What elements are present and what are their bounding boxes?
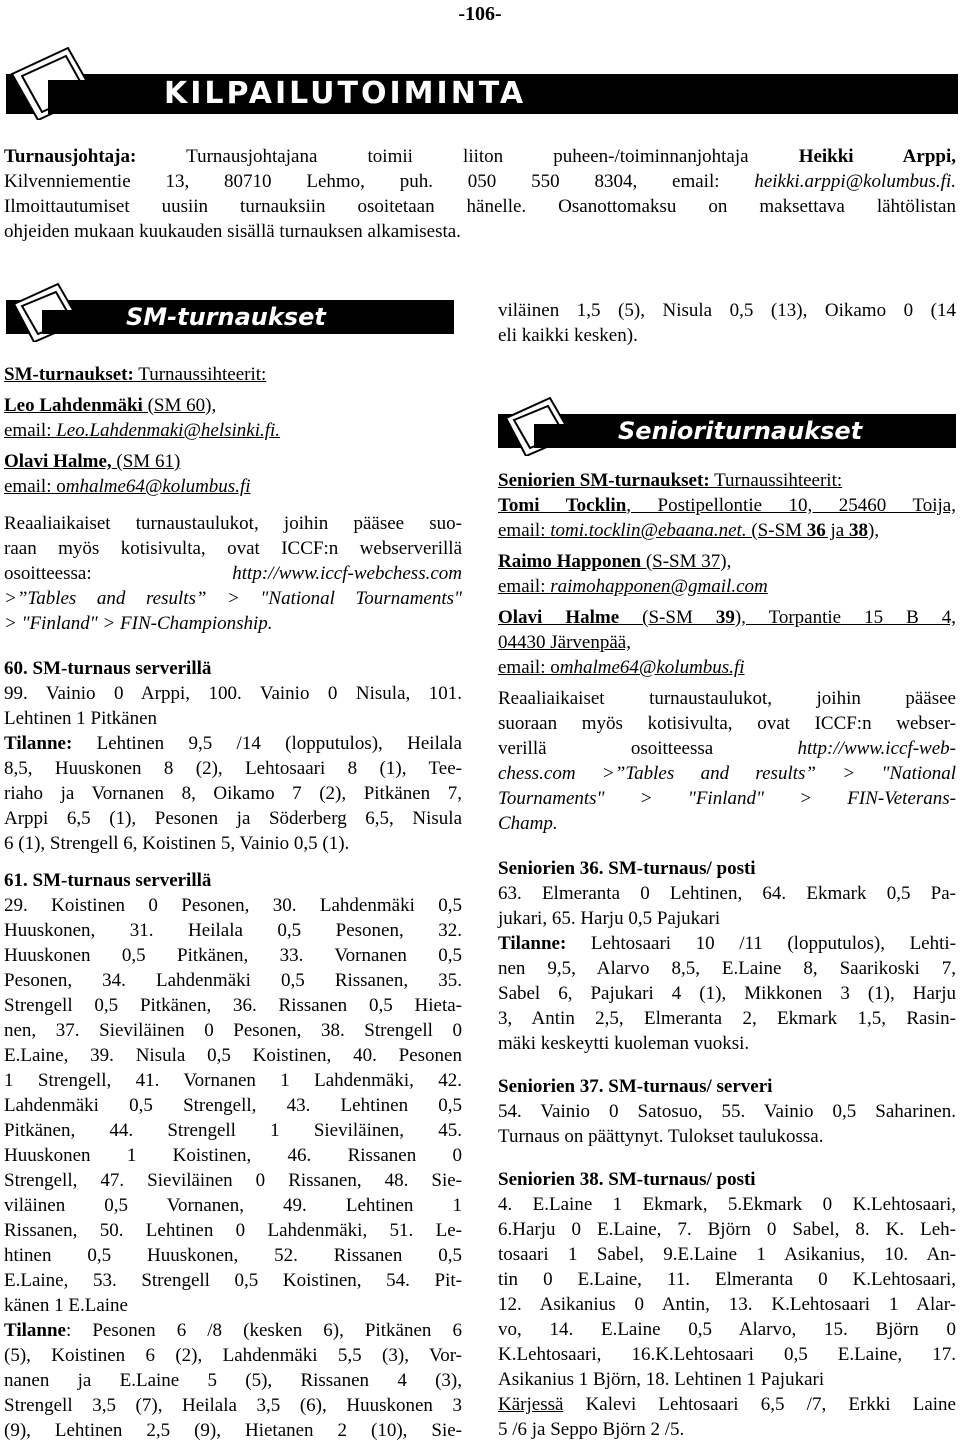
game-line: Lahdenmäki 0,5 Strengell, 43. Lehtinen 0,5	[4, 1095, 462, 1116]
game-line: 63. Elmeranta 0 Lehtinen, 64. Ekmark 0,5 Pa-	[498, 883, 956, 904]
game-line: viläinen 0,5 Vornanen, 49. Lehtinen 1	[4, 1195, 462, 1216]
s38-games	[498, 1192, 956, 1392]
senior-banner	[498, 396, 956, 456]
standings-line: riaho ja Vornanen 8, Oikamo 7 (2), Pitkänen 7,	[4, 783, 462, 804]
contact-halme-email	[4, 474, 462, 499]
contact-tournament: (S-SM	[746, 520, 807, 541]
email-link[interactable]: tomi.tocklin@ebaana.net.	[550, 520, 747, 541]
standings-line	[4, 1318, 462, 1343]
standings-line: 6 (1), Strengell 6, Koistinen 5, Vainio 0,5 (1).	[4, 833, 350, 854]
contact-address: ), Torpantie 15 B 4,	[734, 607, 957, 628]
s37-title: Seniorien 37. SM-turnaus/ serveri	[498, 1076, 773, 1097]
heading-text: Turnaussihteerit:	[133, 364, 267, 385]
standings-line: nanen ja E.Laine 5 (5), Rissanen 4 (3),	[4, 1370, 462, 1391]
senior-secretaries-heading	[498, 468, 956, 493]
standings-line: Strengell 3,5 (7), Heilala 3,5 (6), Huuskonen 3	[4, 1395, 462, 1416]
director-name: Heikki Arppi,	[798, 146, 957, 167]
status-line: Turnaus on päättynyt. Tulokset taulukossa.	[498, 1126, 824, 1147]
game-line: 29. Koistinen 0 Pesonen, 30. Lahdenmäki 0,5	[4, 895, 462, 916]
game-line: Pitkänen, 44. Strengell 1 Sieviläinen, 45.	[4, 1120, 462, 1141]
sm-secretaries-heading	[4, 362, 462, 387]
contact-name: Olavi Halme,	[4, 451, 112, 472]
heading-text: Turnaussihteerit:	[709, 470, 843, 491]
iccf-link[interactable]: http://www.iccf-web-	[797, 738, 956, 759]
iccf-link[interactable]: http://www.iccf-webchess.com	[232, 563, 462, 584]
game-line: Huuskonen 0,5 Pitkänen, 33. Vornanen 0,5	[4, 945, 462, 966]
game-line: nen, 37. Sieviläinen 0 Pesonen, 38. Strengell 0	[4, 1020, 462, 1041]
contact-happonen	[498, 549, 956, 574]
game-line: 99. Vainio 0 Arppi, 100. Vainio 0 Nisula, 101.	[4, 683, 462, 704]
game-line: Strengell, 47. Sieviläinen 0 Rissanen, 48. Sie-	[4, 1170, 462, 1191]
contact-lahdenmaki	[4, 393, 462, 418]
email-label: email:	[498, 576, 551, 597]
info-line: suoraan myös kotisivulta, ovat ICCF:n webser-	[498, 713, 956, 734]
contact-tournament: ja	[825, 520, 849, 541]
s38-title: Seniorien 38. SM-turnaus/ posti	[498, 1169, 756, 1190]
game-line: Asikanius 1 Björn, 18. Lehtinen 1 Pajukari	[498, 1369, 825, 1390]
contact-tournament: (S-SM	[619, 607, 716, 628]
game-line: Lehtinen 1 Pitkänen	[4, 708, 158, 729]
email-label: email:	[4, 420, 57, 441]
standings-line: Arppi 6,5 (1), Pesonen ja Söderberg 6,5, Nisula	[4, 808, 462, 829]
director-email: heikki.arppi@kolumbus.fi.	[754, 171, 956, 192]
info-line: Reaaliaikaiset turnaustaulukot, joihin pääsee	[498, 688, 956, 709]
game-line: känen 1 E.Laine	[4, 1295, 128, 1316]
contact-happonen-email	[498, 574, 956, 599]
info-line: Champ.	[498, 813, 558, 834]
info-line: >”Tables and results” > "National Tournaments"	[4, 588, 462, 609]
contact-halme-email	[498, 655, 956, 680]
contact-name: Tomi Tocklin	[498, 495, 627, 516]
standings-label: Tilanne	[4, 1320, 66, 1341]
contact-name: Raimo Happonen	[498, 551, 642, 572]
game-line: 6.Harju 0 E.Laine, 7. Björn 0 Sabel, 8. K. Leh-	[498, 1219, 956, 1240]
s36-title: Seniorien 36. SM-turnaus/ posti	[498, 858, 756, 879]
standings-line: (9), Lehtinen 2,5 (9), Hietanen 2 (10), Sie-	[4, 1420, 462, 1441]
standings-line: 8,5, Huuskonen 8 (2), Lehtosaari 8 (1), Tee-	[4, 758, 462, 779]
contact-lahdenmaki-email	[4, 418, 462, 443]
info-line: > "Finland" > FIN-Championship.	[4, 613, 273, 634]
standings-line: nen 9,5, Alarvo 8,5, E.Laine 8, Saarikoski 7,	[498, 958, 956, 979]
standings-line: (5), Koistinen 6 (2), Lahdenmäki 5,5 (3), Vor-	[4, 1345, 462, 1366]
tournament-number: 38	[849, 520, 868, 541]
leaders-text: Kalevi Lehtosaari 6,5 /7, Erkki Laine	[563, 1394, 956, 1415]
sm61-games	[4, 893, 462, 1318]
standings-label: Tilanne:	[498, 933, 567, 954]
game-line: Pesonen, 34. Lahdenmäki 0,5 Rissanen, 35.	[4, 970, 462, 991]
email-link[interactable]: Leo.Lahdenmaki@helsinki.fi.	[56, 420, 281, 441]
game-line: K.Lehtosaari, 16.K.Lehtosaari 0,5 E.Laine, 17.	[498, 1344, 956, 1365]
heading-label: SM-turnaukset:	[4, 364, 134, 385]
game-line: Rissanen, 50. Lehtinen 0 Lahdenmäki, 51. Le-	[4, 1220, 462, 1241]
contact-tocklin-email	[498, 518, 956, 543]
game-line: E.Laine, 39. Nisula 0,5 Koistinen, 40. Pesonen	[4, 1045, 462, 1066]
game-line: tin 0 E.Laine, 11. Elmeranta 0 K.Lehtosaari,	[498, 1269, 956, 1290]
left-column	[4, 362, 462, 1443]
contact-name: Leo Lahdenmäki	[4, 395, 143, 416]
info-text: osoitteessa:	[4, 563, 233, 584]
continued-line: eli kaikki kesken).	[498, 325, 638, 346]
game-line: Huuskonen 1 Koistinen, 46. Rissanen 0	[4, 1145, 462, 1166]
email-label: email: o	[4, 476, 66, 497]
game-line: jukari, 65. Harju 0,5 Pajukari	[498, 908, 721, 929]
email-label: email:	[498, 520, 551, 541]
standings-line: mäki keskeytti kuoleman vuoksi.	[498, 1033, 750, 1054]
triangle-square-logo-icon	[504, 396, 592, 456]
info-line: chess.com >”Tables and results” > "National	[498, 763, 956, 784]
standings-text: Lehtinen 9,5 /14 (lopputulos), Heilala	[72, 733, 462, 754]
triangle-square-logo-icon	[8, 44, 118, 120]
email-link[interactable]: mhalme64@kolumbus.fi	[65, 476, 251, 497]
triangle-square-logo-icon	[12, 282, 100, 342]
leaders-line	[498, 1392, 956, 1417]
sm61-title: 61. SM-turnaus serverillä	[4, 870, 212, 891]
game-line: Huuskonen, 31. Heilala 0,5 Pesonen, 32.	[4, 920, 462, 941]
game-line: 12. Asikanius 0 Antin, 13. K.Lehtosaari 1 Alar-	[498, 1294, 956, 1315]
banner-title: KILPAILUTOIMINTA	[164, 76, 527, 111]
info-text: verillä osoitteessa	[498, 738, 798, 759]
leaders-label: Kärjessä	[498, 1394, 564, 1415]
contact-tournament: ),	[868, 520, 880, 541]
right-column	[498, 298, 956, 348]
contact-halme	[498, 605, 956, 630]
intro-text: Turnausjohtajana toimii liiton puheen-/toiminnanjohtaja	[136, 146, 799, 167]
tournament-number: 36	[806, 520, 826, 541]
contact-tocklin	[498, 493, 956, 518]
standings-line	[498, 931, 956, 956]
standings-text: Lehtosaari 10 /11 (lopputulos), Lehti-	[566, 933, 956, 954]
info-line	[4, 561, 462, 586]
info-line: Tournaments" > "Finland" > FIN-Veterans-	[498, 788, 956, 809]
intro-line-1	[4, 144, 956, 169]
standings-line: 3, Antin 2,5, Elmeranta 2, Ekmark 1,5, Rasin-	[498, 1008, 956, 1029]
sm-banner	[6, 282, 454, 342]
game-line: 54. Vainio 0 Satosuo, 55. Vainio 0,5 Saharinen.	[498, 1101, 956, 1122]
intro-line-3: Ilmoittautumiset uusiin turnauksiin osoitetaan hänelle. Osanottomaksu on maksettava lähtölistan	[4, 196, 956, 217]
standings-label: Tilanne:	[4, 733, 73, 754]
tournament-number: 39	[715, 607, 735, 628]
game-line: htinen 0,5 Huuskonen, 52. Rissanen 0,5	[4, 1245, 462, 1266]
game-line: tosaari 1 Sabel, 9.E.Laine 1 Asikanius, 10. An-	[498, 1244, 956, 1265]
standings-text: : Pesonen 6 /8 (kesken 6), Pitkänen 6	[65, 1320, 462, 1341]
intro-label: Turnausjohtaja:	[4, 146, 137, 167]
info-line: Reaaliaikaiset turnaustaulukot, joihin pääsee suo-	[4, 513, 462, 534]
contact-halme	[4, 449, 462, 474]
contact-tournament: (SM 61)	[111, 451, 181, 472]
info-line: raan myös kotisivulta, ovat ICCF:n webserverillä	[4, 538, 462, 559]
senior-banner-title: Senioriturnaukset	[618, 417, 863, 445]
contact-tournament: (SM 60),	[142, 395, 217, 416]
contact-halme-address: 04430 Järvenpää,	[498, 632, 631, 653]
right-column-main	[498, 468, 956, 1442]
contact-tournament: (S-SM 37),	[641, 551, 732, 572]
intro-line-2	[4, 169, 956, 194]
contact-name: Olavi Halme	[498, 607, 620, 628]
main-banner	[6, 44, 958, 120]
game-line: vo, 14. E.Laine 0,5 Alarvo, 15. Björn 0	[498, 1319, 956, 1340]
contact-address: , Postipellontie 10, 25460 Toija,	[626, 495, 956, 516]
email-link[interactable]: raimohapponen@gmail.com	[550, 576, 768, 597]
email-link[interactable]: mhalme64@kolumbus.fi	[559, 657, 745, 678]
continued-line: viläinen 1,5 (5), Nisula 0,5 (13), Oikamo 0 (14	[498, 300, 956, 321]
page-number: -106-	[458, 3, 502, 25]
sm60-title: 60. SM-turnaus serverillä	[4, 658, 212, 679]
intro-address: Kilvenniementie 13, 80710 Lehmo, puh. 050 550 8304, email:	[4, 171, 755, 192]
heading-label: Seniorien SM-turnaukset:	[498, 470, 710, 491]
standings-line	[4, 731, 462, 756]
sm-banner-title: SM-turnaukset	[126, 303, 326, 331]
game-line: 4. E.Laine 1 Ekmark, 5.Ekmark 0 K.Lehtosaari,	[498, 1194, 956, 1215]
info-line	[498, 736, 956, 761]
intro-line-4: ohjeiden mukaan kuukauden sisällä turnauksen alkamisesta.	[4, 221, 461, 242]
leaders-line: 5 /6 ja Seppo Björn 2 /5.	[498, 1419, 685, 1440]
intro-paragraph	[4, 144, 956, 244]
game-line: 1 Strengell, 41. Vornanen 1 Lahdenmäki, 42.	[4, 1070, 462, 1091]
game-line: Strengell 0,5 Pitkänen, 36. Rissanen 0,5 Hieta-	[4, 995, 462, 1016]
standings-line: Sabel 6, Pajukari 4 (1), Mikkonen 3 (1), Harju	[498, 983, 956, 1004]
email-label: email: o	[498, 657, 560, 678]
game-line: E.Laine, 53. Strengell 0,5 Koistinen, 54. Pit-	[4, 1270, 462, 1291]
